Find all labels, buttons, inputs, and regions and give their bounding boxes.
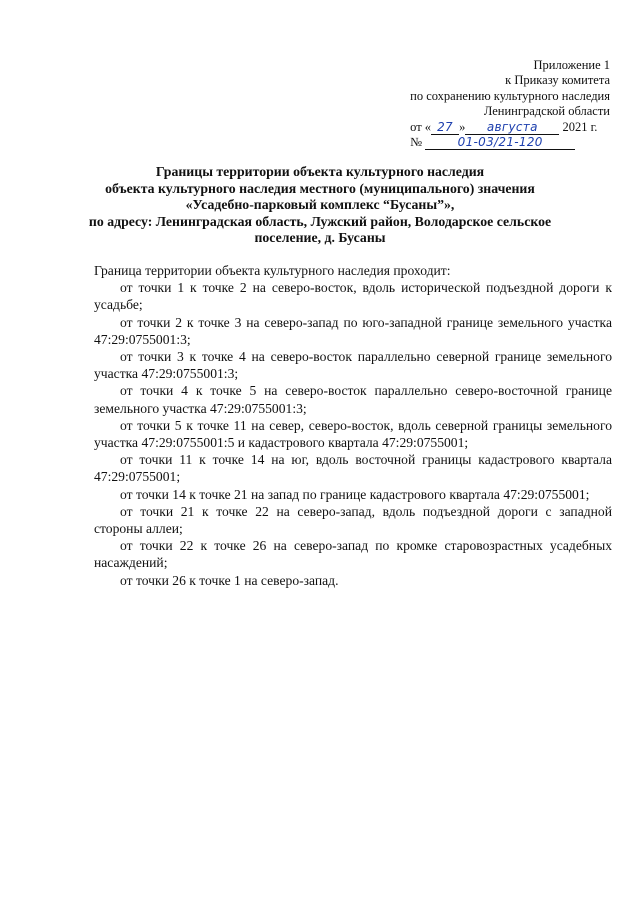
- boundary-segment: от точки 21 к точке 22 на северо-запад, вдоль подъездной дороги с западной стороны аллеи;: [94, 503, 612, 537]
- document-title: [0, 164, 640, 247]
- boundary-segment: от точки 26 к точке 1 на северо-запад.: [120, 572, 339, 588]
- date-prefix: от «: [410, 119, 432, 134]
- document-body: [94, 262, 612, 589]
- date-year: 2021 г.: [562, 119, 598, 134]
- date-month: августа: [486, 119, 538, 134]
- appendix-committee: по сохранению культурного наследия: [410, 88, 610, 103]
- date-month-field: [465, 121, 559, 135]
- appendix-header: [410, 58, 610, 150]
- date-day-field: [431, 121, 459, 135]
- boundary-segment: от точки 1 к точке 2 на северо-восток, вдоль исторической подъездной дороги к усадьбе;: [94, 280, 612, 313]
- number-field: [425, 136, 575, 150]
- appendix-region: Ленинградской области: [483, 104, 610, 119]
- number-label: №: [410, 135, 423, 150]
- number-value: 01-03/21-120: [457, 135, 543, 150]
- title-line-1: Границы территории объекта культурного наследия: [155, 164, 485, 179]
- title-line-2: объекта культурного наследия местного (муниципального) значения: [105, 180, 535, 196]
- appendix-date: [410, 120, 610, 135]
- boundary-segment: от точки 2 к точке 3 на северо-запад по юго-западной границе земельного участка 47:29:0755001:3;: [94, 314, 612, 347]
- title-line-3: «Усадебно-парковый комплекс “Бусаны”»,: [185, 197, 455, 213]
- boundary-segment: от точки 3 к точке 4 на северо-восток параллельно северной границе земельного участка 47:29:0755001:3;: [94, 349, 612, 382]
- date-mid: »: [459, 119, 466, 134]
- boundary-segment: от точки 5 к точке 11 на север, северо-восток, вдоль северной границы земельного участка 47:29:0755001:5 и кадастрового квартала 47:29:0755001;: [94, 417, 612, 451]
- body-intro: Граница территории объекта культурного наследия проходит:: [94, 263, 451, 278]
- boundary-segment: от точки 22 к точке 26 на северо-запад по кромке старовозрастных усадебных насаждений;: [94, 538, 612, 571]
- date-day: 27: [437, 119, 453, 134]
- appendix-number: [410, 135, 610, 150]
- boundary-segment: от точки 11 к точке 14 на юг, вдоль восточной границы кадастрового квартала 47:29:0755001;: [94, 452, 612, 485]
- title-line-4: по адресу: Ленинградская область, Лужский район, Володарское сельское: [88, 213, 552, 229]
- boundary-segment: от точки 14 к точке 21 на запад по границе кадастрового квартала 47:29:0755001;: [120, 486, 590, 502]
- boundary-segment: от точки 4 к точке 5 на северо-восток параллельно северо-восточной границе земельного участка 47:29:0755001:3;: [94, 383, 612, 416]
- appendix-order-ref: к Приказу комитета: [505, 73, 610, 88]
- title-line-5: поселение, д. Бусаны: [254, 230, 386, 246]
- appendix-title: Приложение 1: [533, 58, 610, 72]
